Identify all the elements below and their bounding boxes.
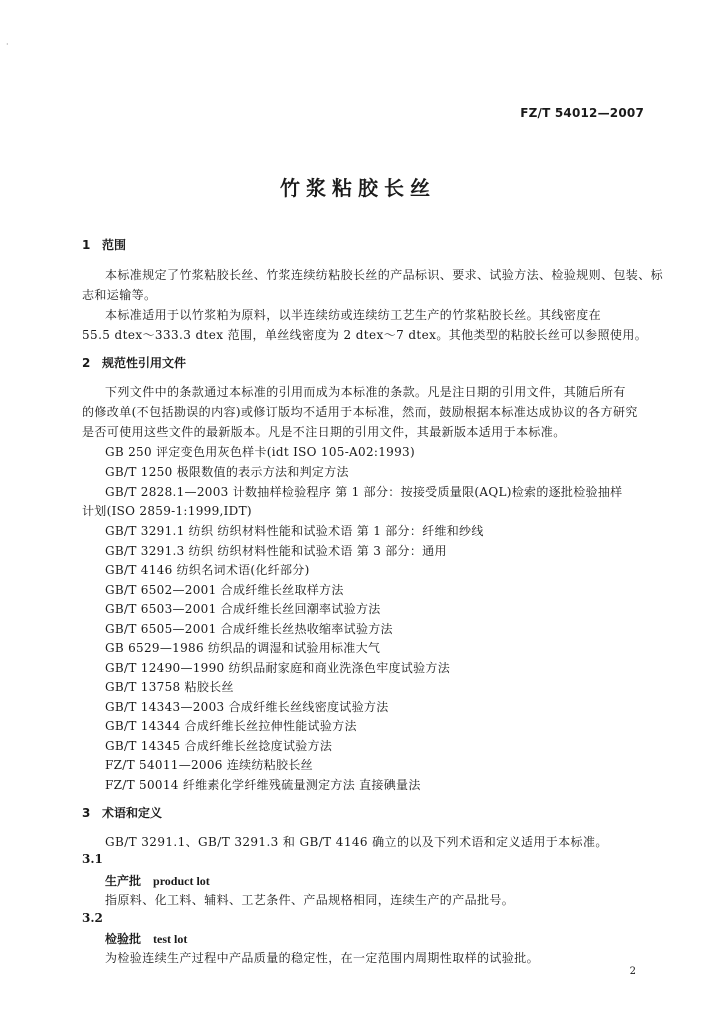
reference-item: GB/T 12490—1990 纺织品耐家庭和商业洗涤色牢度试验方法 <box>105 661 450 675</box>
reference-item: GB/T 14343—2003 合成纤维长丝线密度试验方法 <box>105 700 389 714</box>
section-heading-scope <box>82 236 126 253</box>
standard-code: FZ/T 54012—2007 <box>520 106 644 120</box>
term-en: test lot <box>153 932 188 946</box>
section-number: 1 <box>82 238 91 252</box>
page-number: 2 <box>629 966 636 977</box>
reference-item: GB/T 4146 纺织名词术语(化纤部分) <box>105 563 310 577</box>
normative-intro-line-2: 的修改单(不包括勘误的内容)或修订版均不适用于本标准，然而，鼓励根据本标准达成协议的各方研究 <box>82 405 638 419</box>
scope-paragraph-2-line-1: 本标准适用于以竹浆粕为原料，以半连续纺或连续纺工艺生产的竹浆粘胶长丝。其线密度在 <box>105 308 602 322</box>
reference-item: GB/T 3291.3 纺织 纺织材料性能和试验术语 第 3 部分：通用 <box>105 544 447 558</box>
section-title: 范围 <box>102 238 127 252</box>
term-number: 3.1 <box>82 852 103 866</box>
term-zh: 检验批 <box>105 932 142 946</box>
scope-paragraph-1-line-2: 志和运输等。 <box>82 288 157 302</box>
term-en: product lot <box>153 874 210 888</box>
reference-item: GB/T 3291.1 纺织 纺织材料性能和试验术语 第 1 部分：纤维和纱线 <box>105 524 484 538</box>
term-definition: 指原料、化工料、辅料、工艺条件、产品规格相同，连续生产的产品批号。 <box>105 893 515 907</box>
scope-paragraph-2-line-2: 55.5 dtex～333.3 dtex 范围，单丝线密度为 2 dtex～7 dtex。其他类型的粘胶长丝可以参照使用。 <box>82 328 648 342</box>
section-heading-terms <box>82 804 162 821</box>
reference-item: GB/T 2828.1—2003 计数抽样检验程序 第 1 部分：按接受质量限(AQL)检索的逐批检验抽样 <box>105 485 623 499</box>
reference-item: GB/T 13758 粘胶长丝 <box>105 680 234 694</box>
terms-intro: GB/T 3291.1、GB/T 3291.3 和 GB/T 4146 确立的以及下列术语和定义适用于本标准。 <box>105 835 608 849</box>
reference-item: GB 6529—1986 纺织品的调湿和试验用标准大气 <box>105 641 381 655</box>
term-heading <box>105 930 187 947</box>
reference-item: GB/T 14345 合成纤维长丝捻度试验方法 <box>105 739 333 753</box>
reference-item: GB/T 6505—2001 合成纤维长丝热收缩率试验方法 <box>105 622 393 636</box>
section-number: 2 <box>82 356 91 370</box>
term-number: 3.2 <box>82 911 103 925</box>
scope-paragraph-1-line-1: 本标准规定了竹浆粘胶长丝、竹浆连续纺粘胶长丝的产品标识、要求、试验方法、检验规则、包装、标 <box>105 268 664 282</box>
reference-item: GB/T 6502—2001 合成纤维长丝取样方法 <box>105 583 344 597</box>
section-title: 术语和定义 <box>102 806 163 820</box>
reference-item: GB 250 评定变色用灰色样卡(idt ISO 105-A02:1993) <box>105 445 415 459</box>
margin-mark: · <box>6 40 9 49</box>
term-zh: 生产批 <box>105 874 142 888</box>
reference-item: GB/T 6503—2001 合成纤维长丝回潮率试验方法 <box>105 602 381 616</box>
document-title: 竹浆粘胶长丝 <box>280 176 436 200</box>
reference-item: FZ/T 54011—2006 连续纺粘胶长丝 <box>105 758 313 772</box>
section-title: 规范性引用文件 <box>102 356 187 370</box>
normative-intro-line-1: 下列文件中的条款通过本标准的引用而成为本标准的条款。凡是注日期的引用文件，其随后所有 <box>105 385 626 399</box>
reference-item-continuation: 计划(ISO 2859-1:1999,IDT) <box>82 504 252 518</box>
term-definition: 为检验连续生产过程中产品质量的稳定性，在一定范围内周期性取样的试验批。 <box>105 951 540 965</box>
term-heading <box>105 872 210 889</box>
section-number: 3 <box>82 806 91 820</box>
reference-item: FZ/T 50014 纤维素化学纤维残硫量测定方法 直接碘量法 <box>105 778 421 792</box>
section-heading-normative-references <box>82 354 186 371</box>
normative-intro-line-3: 是否可使用这些文件的最新版本。凡是不注日期的引用文件，其最新版本适用于本标准。 <box>82 425 566 439</box>
reference-item: GB/T 14344 合成纤维长丝拉伸性能试验方法 <box>105 719 357 733</box>
reference-item: GB/T 1250 极限数值的表示方法和判定方法 <box>105 465 349 479</box>
